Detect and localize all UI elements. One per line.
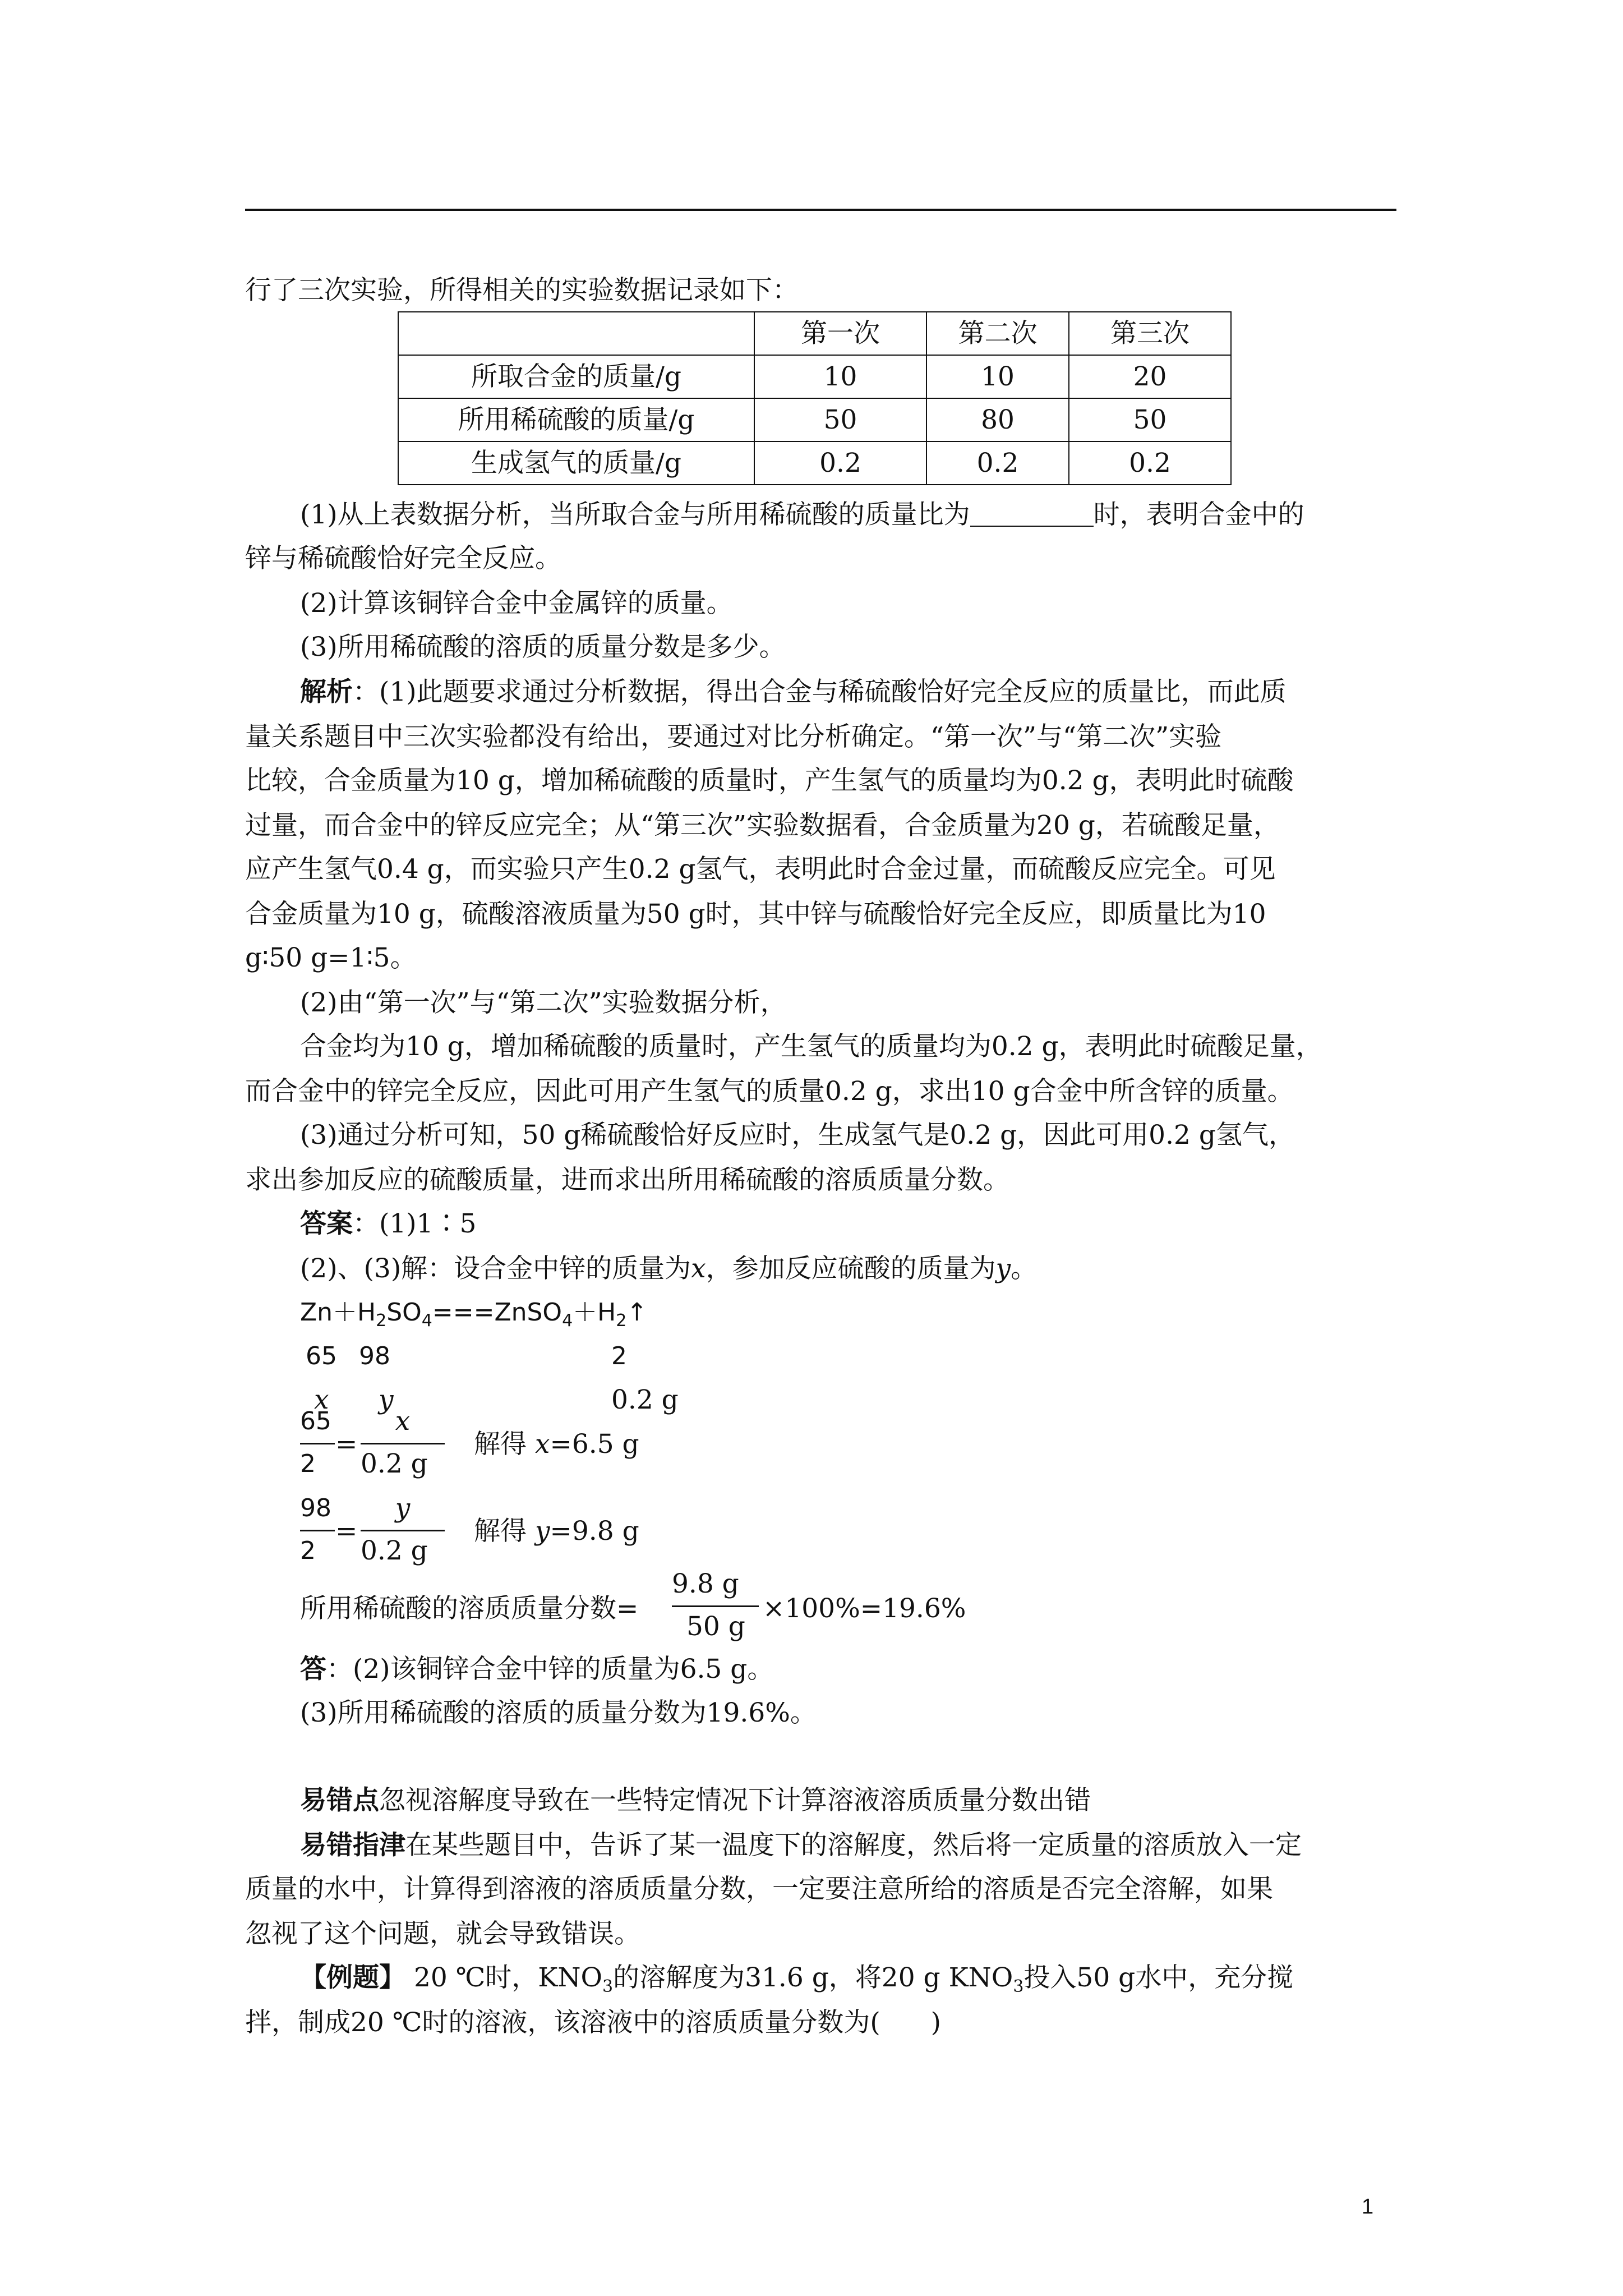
equation-subscript: 2 — [616, 1311, 627, 1331]
analysis-text: ：(1)此题要求通过分析数据，得出合金与稀硫酸恰好完全反应的质量比，而此质 — [353, 677, 1287, 707]
fraction-bar — [672, 1605, 759, 1607]
example-text: 的溶解度为31.6 g，将20 g KNO — [613, 1962, 1013, 1993]
error-guide-label: 易错指津 — [300, 1830, 405, 1861]
intro-text: 行了三次实验，所得相关的实验数据记录如下： — [245, 275, 799, 306]
analysis-line: g∶50 g=1∶5。 — [245, 942, 417, 973]
fraction-denominator: 0.2 g — [361, 1448, 428, 1479]
answer-label: 答案 — [300, 1208, 353, 1239]
table-header-cell: 第一次 — [754, 312, 926, 355]
question-1 — [300, 498, 1304, 532]
final-answer-1 — [300, 1653, 773, 1686]
table-row — [398, 441, 1231, 485]
answer-line — [300, 1207, 476, 1241]
table-cell: 10 — [926, 355, 1069, 398]
question-1-text-end: 时，表明合金中的 — [1093, 499, 1304, 530]
equation-subscript: 4 — [421, 1311, 432, 1331]
answer-blank — [970, 501, 1094, 527]
example-text: 拌，制成20 ℃时的溶液，该溶液中的溶质质量分数为( — [245, 2007, 880, 2038]
example-subscript: 3 — [1013, 1977, 1024, 1996]
table-cell: 所取合金的质量/g — [398, 355, 754, 398]
table-cell: 50 — [1069, 398, 1231, 441]
fraction-numerator: 65 — [300, 1407, 331, 1435]
error-point-text: 忽视溶解度导致在一些特定情况下计算溶液溶质质量分数出错 — [379, 1785, 1091, 1816]
ratio-65: 65 — [306, 1342, 337, 1370]
percent-label: 所用稀硫酸的溶质质量分数= — [300, 1593, 639, 1624]
analysis-line: 应产生氢气0.4 g，而实验只产生0.2 g氢气，表明此时合金过量，而硫酸反应完全。可见 — [245, 854, 1276, 885]
error-guide-line: 质量的水中，计算得到溶液的溶质质量分数，一定要注意所给的溶质是否完全溶解，如果 — [245, 1874, 1273, 1904]
equation-part: SO — [386, 1298, 422, 1327]
question-3: (3)所用稀硫酸的溶质的质量分数是多少。 — [300, 632, 786, 662]
fraction-98-2 — [300, 1489, 335, 1579]
example-line-1 — [300, 1961, 1293, 2004]
example-label: 【例题】 — [300, 1962, 405, 1993]
example-text: ) — [930, 2007, 942, 2038]
page-number: 1 — [1362, 2195, 1374, 2219]
variable-y: y — [995, 1253, 1011, 1284]
analysis-line: 量关系题目中三次实验都没有给出，要通过对比分析确定。“第一次”与“第二次”实验 — [245, 721, 1222, 752]
final-answer-text: ：(2)该铜锌合金中锌的质量为6.5 g。 — [326, 1654, 774, 1685]
table-header-cell — [398, 312, 754, 355]
variable-x: x — [691, 1253, 706, 1284]
ratio-x: x — [314, 1384, 329, 1415]
ratio-02g: 0.2 g — [611, 1384, 679, 1415]
analysis-line: 求出参加反应的硫酸质量，进而求出所用稀硫酸的溶质质量分数。 — [245, 1165, 1009, 1195]
table-header-cell: 第三次 — [1069, 312, 1231, 355]
fraction-denominator: 50 g — [686, 1611, 745, 1642]
equation-part: ＋H — [573, 1298, 616, 1327]
fraction-98g-50g — [672, 1565, 759, 1655]
header-rule — [245, 209, 1396, 211]
experiment-data-table — [398, 311, 1232, 485]
error-guide-line — [300, 1829, 1302, 1862]
example-subscript: 3 — [602, 1977, 614, 1996]
table-cell: 所用稀硫酸的质量/g — [398, 398, 754, 441]
analysis-line: 比较，合金质量为10 g，增加稀硫酸的质量时，产生氢气的质量均为0.2 g，表明此时硫酸 — [245, 765, 1294, 796]
fraction-bar — [300, 1530, 335, 1531]
table-header-row — [398, 312, 1231, 355]
fraction-y-02g — [361, 1489, 445, 1579]
table-cell: 0.2 — [754, 441, 926, 485]
variable-y: y — [534, 1516, 550, 1547]
analysis-line: 合金质量为10 g，硫酸溶液质量为50 g时，其中锌与硫酸恰好完全反应，即质量比为10 — [245, 899, 1266, 930]
table-cell: 生成氢气的质量/g — [398, 441, 754, 485]
table-row — [398, 355, 1231, 398]
result-text: 解得 — [474, 1516, 535, 1547]
question-2: (2)计算该铜锌合金中金属锌的质量。 — [300, 588, 733, 619]
example-text: 20 ℃时，KNO — [405, 1962, 603, 1993]
fraction-x-02g — [361, 1402, 445, 1492]
fraction-denominator: 0.2 g — [361, 1535, 428, 1566]
example-line-2 — [245, 2006, 941, 2040]
error-guide-line: 忽视了这个问题，就会导致错误。 — [245, 1918, 640, 1949]
ratio-2: 2 — [611, 1342, 627, 1370]
fraction-bar — [361, 1443, 445, 1444]
final-answer-label: 答 — [300, 1654, 326, 1685]
result-x — [474, 1428, 639, 1461]
result-text: =9.8 g — [550, 1516, 639, 1547]
error-point — [300, 1784, 1091, 1818]
analysis-line: 合金均为10 g，增加稀硫酸的质量时，产生氢气的质量均为0.2 g，表明此时硫酸足量， — [300, 1031, 1322, 1062]
fraction-bar — [300, 1443, 335, 1444]
percent-result: ×100%=19.6% — [763, 1593, 966, 1624]
analysis-line: 而合金中的锌完全反应，因此可用产生氢气的质量0.2 g，求出10 g合金中所含锌的质量。 — [245, 1076, 1294, 1107]
table-cell: 0.2 — [926, 441, 1069, 485]
fraction-bar — [361, 1530, 445, 1531]
gas-arrow-icon: ↑ — [626, 1298, 648, 1327]
fraction-numerator: 9.8 g — [672, 1568, 739, 1599]
table-row — [398, 398, 1231, 441]
result-y — [474, 1515, 639, 1548]
solution-text: 。 — [1011, 1253, 1038, 1284]
final-answer-2: (3)所用稀硫酸的溶质的质量分数为19.6%。 — [300, 1697, 817, 1728]
result-text: =6.5 g — [550, 1429, 639, 1460]
example-text: 投入50 g水中，充分搅 — [1023, 1962, 1294, 1993]
fraction-denominator: 2 — [300, 1536, 316, 1565]
question-1-text: (1)从上表数据分析，当所取合金与所用稀硫酸的质量比为 — [300, 499, 970, 530]
analysis-line: 过量，而合金中的锌反应完全；从“第三次”实验数据看，合金质量为20 g，若硫酸足量， — [245, 810, 1280, 841]
ratio-y: y — [379, 1384, 394, 1415]
fraction-numerator: x — [395, 1406, 411, 1437]
variable-x: x — [534, 1429, 550, 1460]
error-point-label: 易错点 — [300, 1785, 379, 1816]
table-cell: 50 — [754, 398, 926, 441]
fraction-numerator: 98 — [300, 1494, 331, 1522]
question-1-cont: 锌与稀硫酸恰好完全反应。 — [245, 543, 561, 574]
solution-text: ，参加反应硫酸的质量为 — [706, 1253, 996, 1284]
ratio-98: 98 — [359, 1342, 390, 1370]
table-cell: 0.2 — [1069, 441, 1231, 485]
analysis-line — [300, 675, 1287, 709]
equation-part: Zn＋H — [300, 1298, 376, 1327]
analysis-line: (2)由“第一次”与“第二次”实验数据分析， — [300, 987, 787, 1018]
fraction-denominator: 2 — [300, 1450, 316, 1478]
equals-sign: = — [335, 1429, 358, 1460]
chemical-equation — [300, 1296, 647, 1338]
table-cell: 80 — [926, 398, 1069, 441]
table-cell: 20 — [1069, 355, 1231, 398]
table-cell: 10 — [754, 355, 926, 398]
solution-text: (2)、(3)解：设合金中锌的质量为 — [300, 1253, 691, 1284]
answer-text: ：(1)1∶5 — [353, 1208, 477, 1239]
fraction-numerator: y — [395, 1493, 411, 1524]
analysis-label: 解析 — [300, 677, 353, 707]
equals-sign: = — [335, 1516, 358, 1547]
equation-part: ===ZnSO — [432, 1298, 562, 1327]
equation-subscript: 2 — [376, 1311, 387, 1331]
fraction-65-2 — [300, 1402, 335, 1492]
table-header-cell: 第二次 — [926, 312, 1069, 355]
error-guide-text: 在某些题目中，告诉了某一温度下的溶解度，然后将一定质量的溶质放入一定 — [405, 1830, 1302, 1861]
result-text: 解得 — [474, 1429, 535, 1460]
analysis-line: (3)通过分析可知，50 g稀硫酸恰好反应时，生成氢气是0.2 g，因此可用0.2 g氢气， — [300, 1120, 1295, 1151]
equation-subscript: 4 — [562, 1311, 573, 1331]
solution-setup — [300, 1252, 1037, 1286]
